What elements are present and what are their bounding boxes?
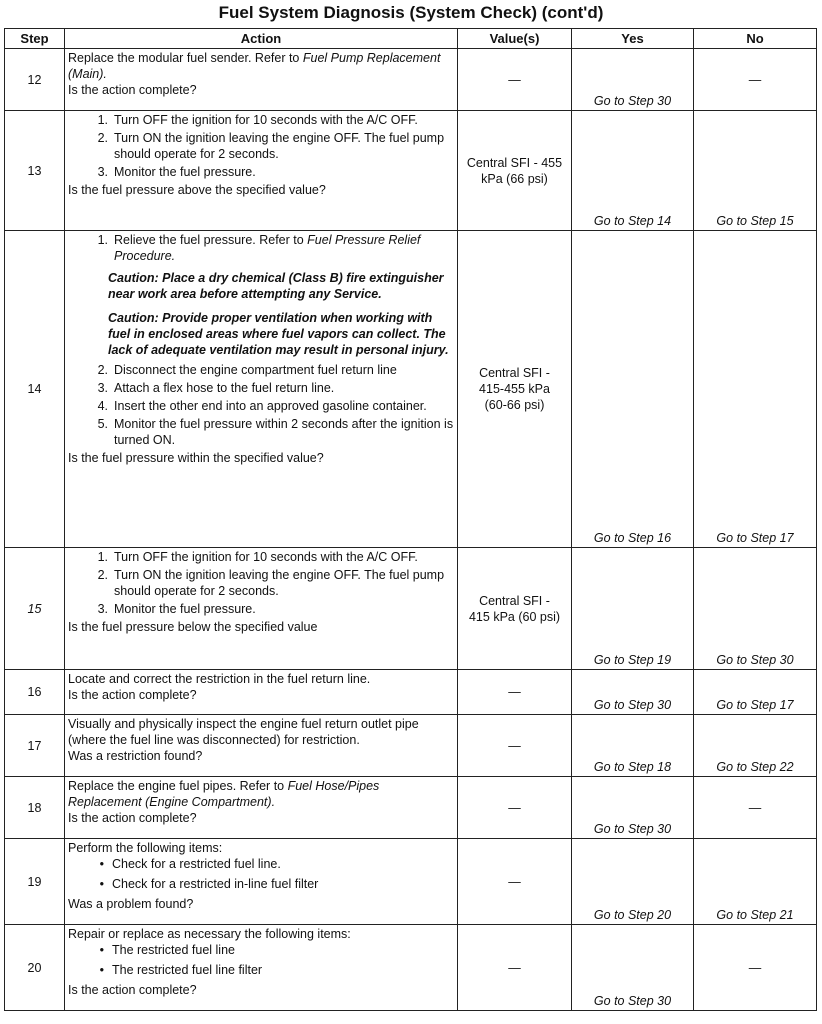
bullet: • (99, 943, 104, 957)
item-text: Turn ON the ignition leaving the engine OFF. The fuel pump should operate for 2 seconds. (114, 568, 445, 598)
no-cell (694, 925, 817, 1011)
list-item (68, 601, 455, 617)
yes-goto[interactable]: Go to Step 16 (593, 531, 672, 545)
yes-cell (572, 111, 694, 231)
list-item (68, 962, 455, 978)
action-cell (65, 777, 458, 839)
yes-cell (572, 49, 694, 111)
action-text: Visually and physically inspect the engine fuel return outlet pipe (where the fuel line was disconnected) for restriction. (68, 717, 419, 747)
page-title: Fuel System Diagnosis (System Check) (cont'd) (218, 3, 604, 22)
step-number: 18 (5, 777, 65, 839)
value-cell: — (458, 715, 572, 777)
step-number: 17 (5, 715, 65, 777)
item-number: 3. (97, 165, 108, 179)
item-number: 1. (97, 113, 108, 127)
value-line: Central SFI - (479, 366, 550, 380)
action-text (68, 778, 455, 810)
no-cell (694, 670, 817, 715)
action-text-main: Replace the modular fuel sender. Refer to (68, 51, 303, 65)
header-yes: Yes (572, 29, 694, 49)
item-text: The restricted fuel line (112, 943, 235, 957)
value-line: 415 kPa (60 psi) (468, 609, 561, 624)
action-question: Is the action complete? (68, 983, 197, 997)
step-number: 13 (5, 111, 65, 231)
item-number: 4. (97, 399, 108, 413)
list-item (68, 362, 455, 378)
table-row (5, 548, 817, 670)
yes-goto[interactable]: Go to Step 20 (593, 908, 672, 922)
step-number: 12 (5, 49, 65, 111)
yes-goto[interactable]: Go to Step 18 (593, 760, 672, 774)
no-cell (694, 49, 817, 111)
no-goto[interactable]: Go to Step 22 (716, 760, 794, 774)
no-goto[interactable]: Go to Step 21 (716, 908, 794, 922)
table-row (5, 715, 817, 777)
table-row (5, 231, 817, 548)
bullet: • (99, 877, 104, 891)
bullet: • (99, 857, 104, 871)
item-text: Turn ON the ignition leaving the engine OFF. The fuel pump should operate for 2 seconds. (114, 131, 445, 161)
action-text: Locate and correct the restriction in the fuel return line. (68, 672, 371, 686)
item-text: Turn OFF the ignition for 10 seconds with the A/C OFF. (114, 113, 418, 127)
item-text: Monitor the fuel pressure. (114, 602, 256, 616)
step-number: 19 (5, 839, 65, 925)
action-question: Is the action complete? (68, 83, 197, 97)
item-text: Check for a restricted fuel line. (112, 857, 281, 871)
action-cell (65, 715, 458, 777)
no-cell (694, 715, 817, 777)
action-question: Is the fuel pressure above the specified value? (68, 183, 326, 197)
item-text: Disconnect the engine compartment fuel return line (114, 363, 397, 377)
action-question: Is the fuel pressure within the specified value? (68, 451, 324, 465)
value-cell: — (458, 925, 572, 1011)
action-question: Is the fuel pressure below the specified value (68, 620, 318, 634)
list-item (68, 130, 455, 162)
yes-cell (572, 670, 694, 715)
list-item (68, 876, 455, 892)
item-number: 3. (97, 602, 108, 616)
list-item (68, 164, 455, 180)
item-text: Monitor the fuel pressure. (114, 165, 256, 179)
list-item (68, 856, 455, 872)
item-text: Insert the other end into an approved gasoline container. (114, 399, 427, 413)
no-goto[interactable]: Go to Step 30 (716, 653, 794, 667)
action-question: Is the action complete? (68, 811, 197, 825)
no-cell (694, 111, 817, 231)
yes-cell (572, 777, 694, 839)
table-row (5, 49, 817, 111)
item-number: 1. (97, 550, 108, 564)
yes-goto[interactable]: Go to Step 19 (593, 653, 672, 667)
item-number: 3. (97, 381, 108, 395)
action-text (68, 50, 455, 82)
value-cell: Central SFI - 455 kPa (66 psi) (458, 111, 572, 231)
value-cell (458, 548, 572, 670)
list-item (68, 549, 455, 565)
reference-link[interactable]: Fuel Pressure Relief Procedure. (114, 233, 421, 263)
list-item (68, 112, 455, 128)
action-text: Perform the following items: (68, 841, 223, 855)
table-header-row (5, 29, 817, 49)
list-item (68, 398, 455, 414)
yes-goto[interactable]: Go to Step 14 (593, 214, 672, 228)
yes-goto[interactable]: Go to Step 30 (593, 94, 672, 108)
list-item (68, 567, 455, 599)
value-cell: — (458, 670, 572, 715)
item-number: 1. (97, 233, 108, 247)
header-step: Step (5, 29, 65, 49)
list-item (68, 942, 455, 958)
no-dash: — (748, 960, 762, 975)
item-text: Monitor the fuel pressure within 2 seconds after the ignition is turned ON. (114, 417, 454, 447)
step-number: 16 (5, 670, 65, 715)
action-cell (65, 111, 458, 231)
caution-note: Caution: Provide proper ventilation when working with fuel in enclosed areas where fuel vapors can collect. The lack of adequate ventilation may result in personal injury. (108, 311, 449, 357)
value-line: 415-455 kPa (479, 382, 550, 396)
diagnosis-table (4, 28, 817, 1011)
no-dash: — (748, 800, 762, 815)
item-text: Relieve the fuel pressure. Refer to (114, 233, 308, 247)
header-no: No (694, 29, 817, 49)
table-row (5, 925, 817, 1011)
step-number: 15 (5, 548, 65, 670)
value-cell: — (458, 777, 572, 839)
no-dash: — (748, 72, 762, 87)
action-cell (65, 49, 458, 111)
action-cell (65, 548, 458, 670)
yes-goto[interactable]: Go to Step 30 (593, 994, 672, 1008)
step-number: 14 (5, 231, 65, 548)
value-cell: — (458, 49, 572, 111)
yes-cell (572, 548, 694, 670)
item-number: 2. (97, 568, 108, 582)
item-text: Turn OFF the ignition for 10 seconds with the A/C OFF. (114, 550, 418, 564)
no-goto[interactable]: Go to Step 17 (716, 698, 794, 712)
action-cell (65, 839, 458, 925)
list-item (68, 380, 455, 396)
table-row (5, 777, 817, 839)
yes-cell (572, 839, 694, 925)
action-cell (65, 925, 458, 1011)
reference-link[interactable]: Fuel Pump Replacement (Main). (68, 51, 441, 81)
action-cell (65, 231, 458, 548)
value-line: Central SFI - (479, 593, 550, 608)
no-cell (694, 839, 817, 925)
no-cell (694, 231, 817, 548)
table-row (5, 839, 817, 925)
no-goto[interactable]: Go to Step 15 (716, 214, 794, 228)
value-cell (458, 231, 572, 548)
table-row (5, 670, 817, 715)
yes-goto[interactable]: Go to Step 30 (593, 698, 672, 712)
value-cell: — (458, 839, 572, 925)
no-cell (694, 777, 817, 839)
list-item (68, 416, 455, 448)
yes-cell (572, 231, 694, 548)
header-action: Action (65, 29, 458, 49)
table-row (5, 111, 817, 231)
action-question: Was a problem found? (68, 897, 194, 911)
item-text: Check for a restricted in-line fuel filter (112, 877, 319, 891)
action-text-main: Replace the engine fuel pipes. Refer to (68, 779, 288, 793)
yes-cell (572, 925, 694, 1011)
item-text: Attach a flex hose to the fuel return line. (114, 381, 335, 395)
reference-link[interactable]: Fuel Hose/Pipes Replacement (Engine Compartment). (68, 779, 380, 809)
action-question: Is the action complete? (68, 688, 197, 702)
item-number: 5. (97, 417, 108, 431)
yes-cell (572, 715, 694, 777)
caution-note: Caution: Place a dry chemical (Class B) fire extinguisher near work area before attempting any Service. (108, 271, 444, 301)
value-line: (60-66 psi) (484, 398, 545, 412)
action-cell (65, 670, 458, 715)
item-number: 2. (97, 363, 108, 377)
list-item (68, 232, 455, 264)
no-goto[interactable]: Go to Step 17 (716, 531, 794, 545)
action-text: Repair or replace as necessary the following items: (68, 927, 351, 941)
bullet: • (99, 963, 104, 977)
no-cell (694, 548, 817, 670)
item-text: The restricted fuel line filter (112, 963, 263, 977)
yes-goto[interactable]: Go to Step 30 (593, 822, 672, 836)
step-number: 20 (5, 925, 65, 1011)
action-question: Was a restriction found? (68, 749, 203, 763)
item-number: 2. (97, 131, 108, 145)
header-values: Value(s) (458, 29, 572, 49)
